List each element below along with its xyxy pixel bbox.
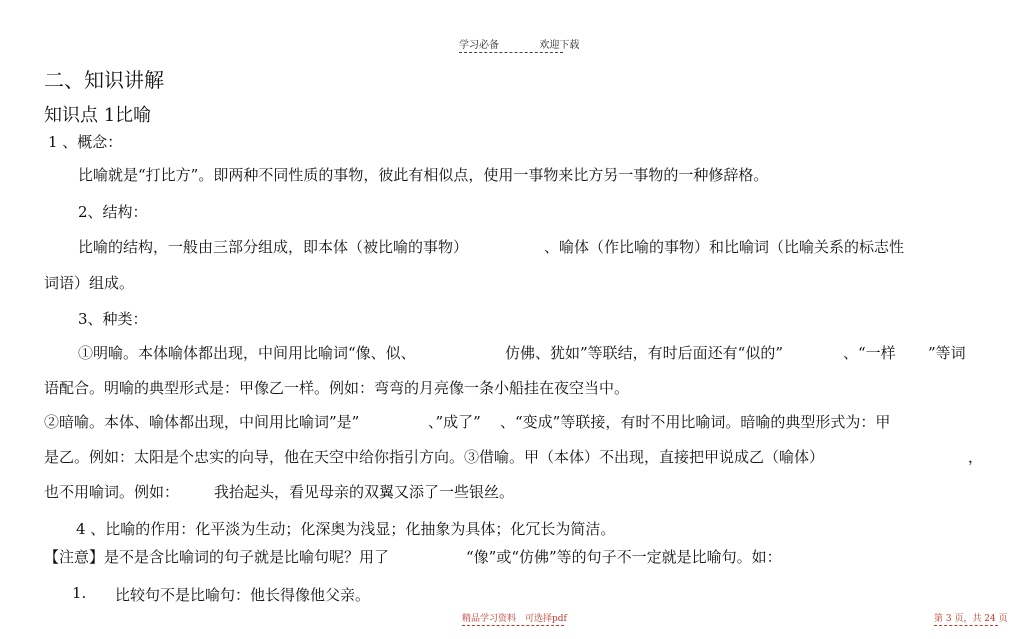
paragraph-line: ②暗喻。本体、喻体都出现，中间用比喻词”是” xyxy=(44,413,360,431)
paragraph-line: 我抬起头，看见母亲的双翼又添了一些银丝。 xyxy=(214,483,515,501)
paragraph-line: 、“一样 xyxy=(843,344,896,362)
footer-rule xyxy=(934,625,998,626)
types-heading: 3、种类： xyxy=(78,310,148,328)
paragraph-line: 仿佛、犹如”等联结，有时后面还有“似的” xyxy=(505,344,784,362)
list-item: 比较句不是比喻句：他长得像他父亲。 xyxy=(115,586,371,604)
paragraph-line: 词语）组成。 xyxy=(44,274,135,292)
note-line: 【注意】是不是含比喻词的句子就是比喻句呢？用了 xyxy=(44,548,390,566)
paragraph-line: ①明喻。本体喻体都出现，中间用比喻词“像、似、 xyxy=(78,344,416,362)
list-number: 1. xyxy=(72,584,87,602)
header-rule xyxy=(459,52,563,53)
paragraph-line: ， xyxy=(968,448,984,466)
paragraph-line: 比喻的结构，一般由三部分组成，即本体（被比喻的事物） xyxy=(78,238,469,256)
subsection-title: 知识点 1比喻 xyxy=(44,105,152,126)
paragraph-line: 、喻体（作比喻的事物）和比喻词（比喻关系的标志性 xyxy=(544,238,905,256)
footer-rule xyxy=(462,625,564,626)
header-left: 学习必备 xyxy=(459,40,499,51)
paragraph-line: ”等词 xyxy=(928,344,966,362)
concept-heading: 1 、概念： xyxy=(48,133,123,151)
paragraph-line: 、“变成”等联接，有时不用比喻词。暗喻的典型形式为：甲 xyxy=(500,413,891,431)
footer-page-number: 第 3 页，共 24 页 xyxy=(934,614,1008,624)
paragraph-line: 比喻就是“打比方”。即两种不同性质的事物，彼此有相似点，使用一事物来比方另一事物的一种修辞格。 xyxy=(78,166,769,184)
function-heading: 4 、比喻的作用：化平淡为生动；化深奥为浅显；化抽象为具体；化冗长为简洁。 xyxy=(76,520,616,538)
note-line: “像”或“仿佛”等的句子不一定就是比喻句。如： xyxy=(466,548,782,566)
section-title: 二、知识讲解 xyxy=(44,68,164,92)
header-right: 欢迎下载 xyxy=(539,40,580,51)
paragraph-line: 、”成了” xyxy=(428,413,481,431)
structure-heading: 2、结构： xyxy=(78,203,148,221)
paragraph-line: 也不用喻词。例如： xyxy=(44,483,180,501)
paragraph-line: 语配合。明喻的典型形式是：甲像乙一样。例如：弯弯的月亮像一条小船挂在夜空当中。 xyxy=(44,379,630,397)
footer-left: 精品学习资料 可选择pdf xyxy=(462,614,567,624)
page-header xyxy=(459,36,579,53)
paragraph-line: 是乙。例如：太阳是个忠实的向导，他在天空中给你指引方向。③借喻。甲（本体）不出现，直接把甲说成乙（喻体） xyxy=(44,448,825,466)
